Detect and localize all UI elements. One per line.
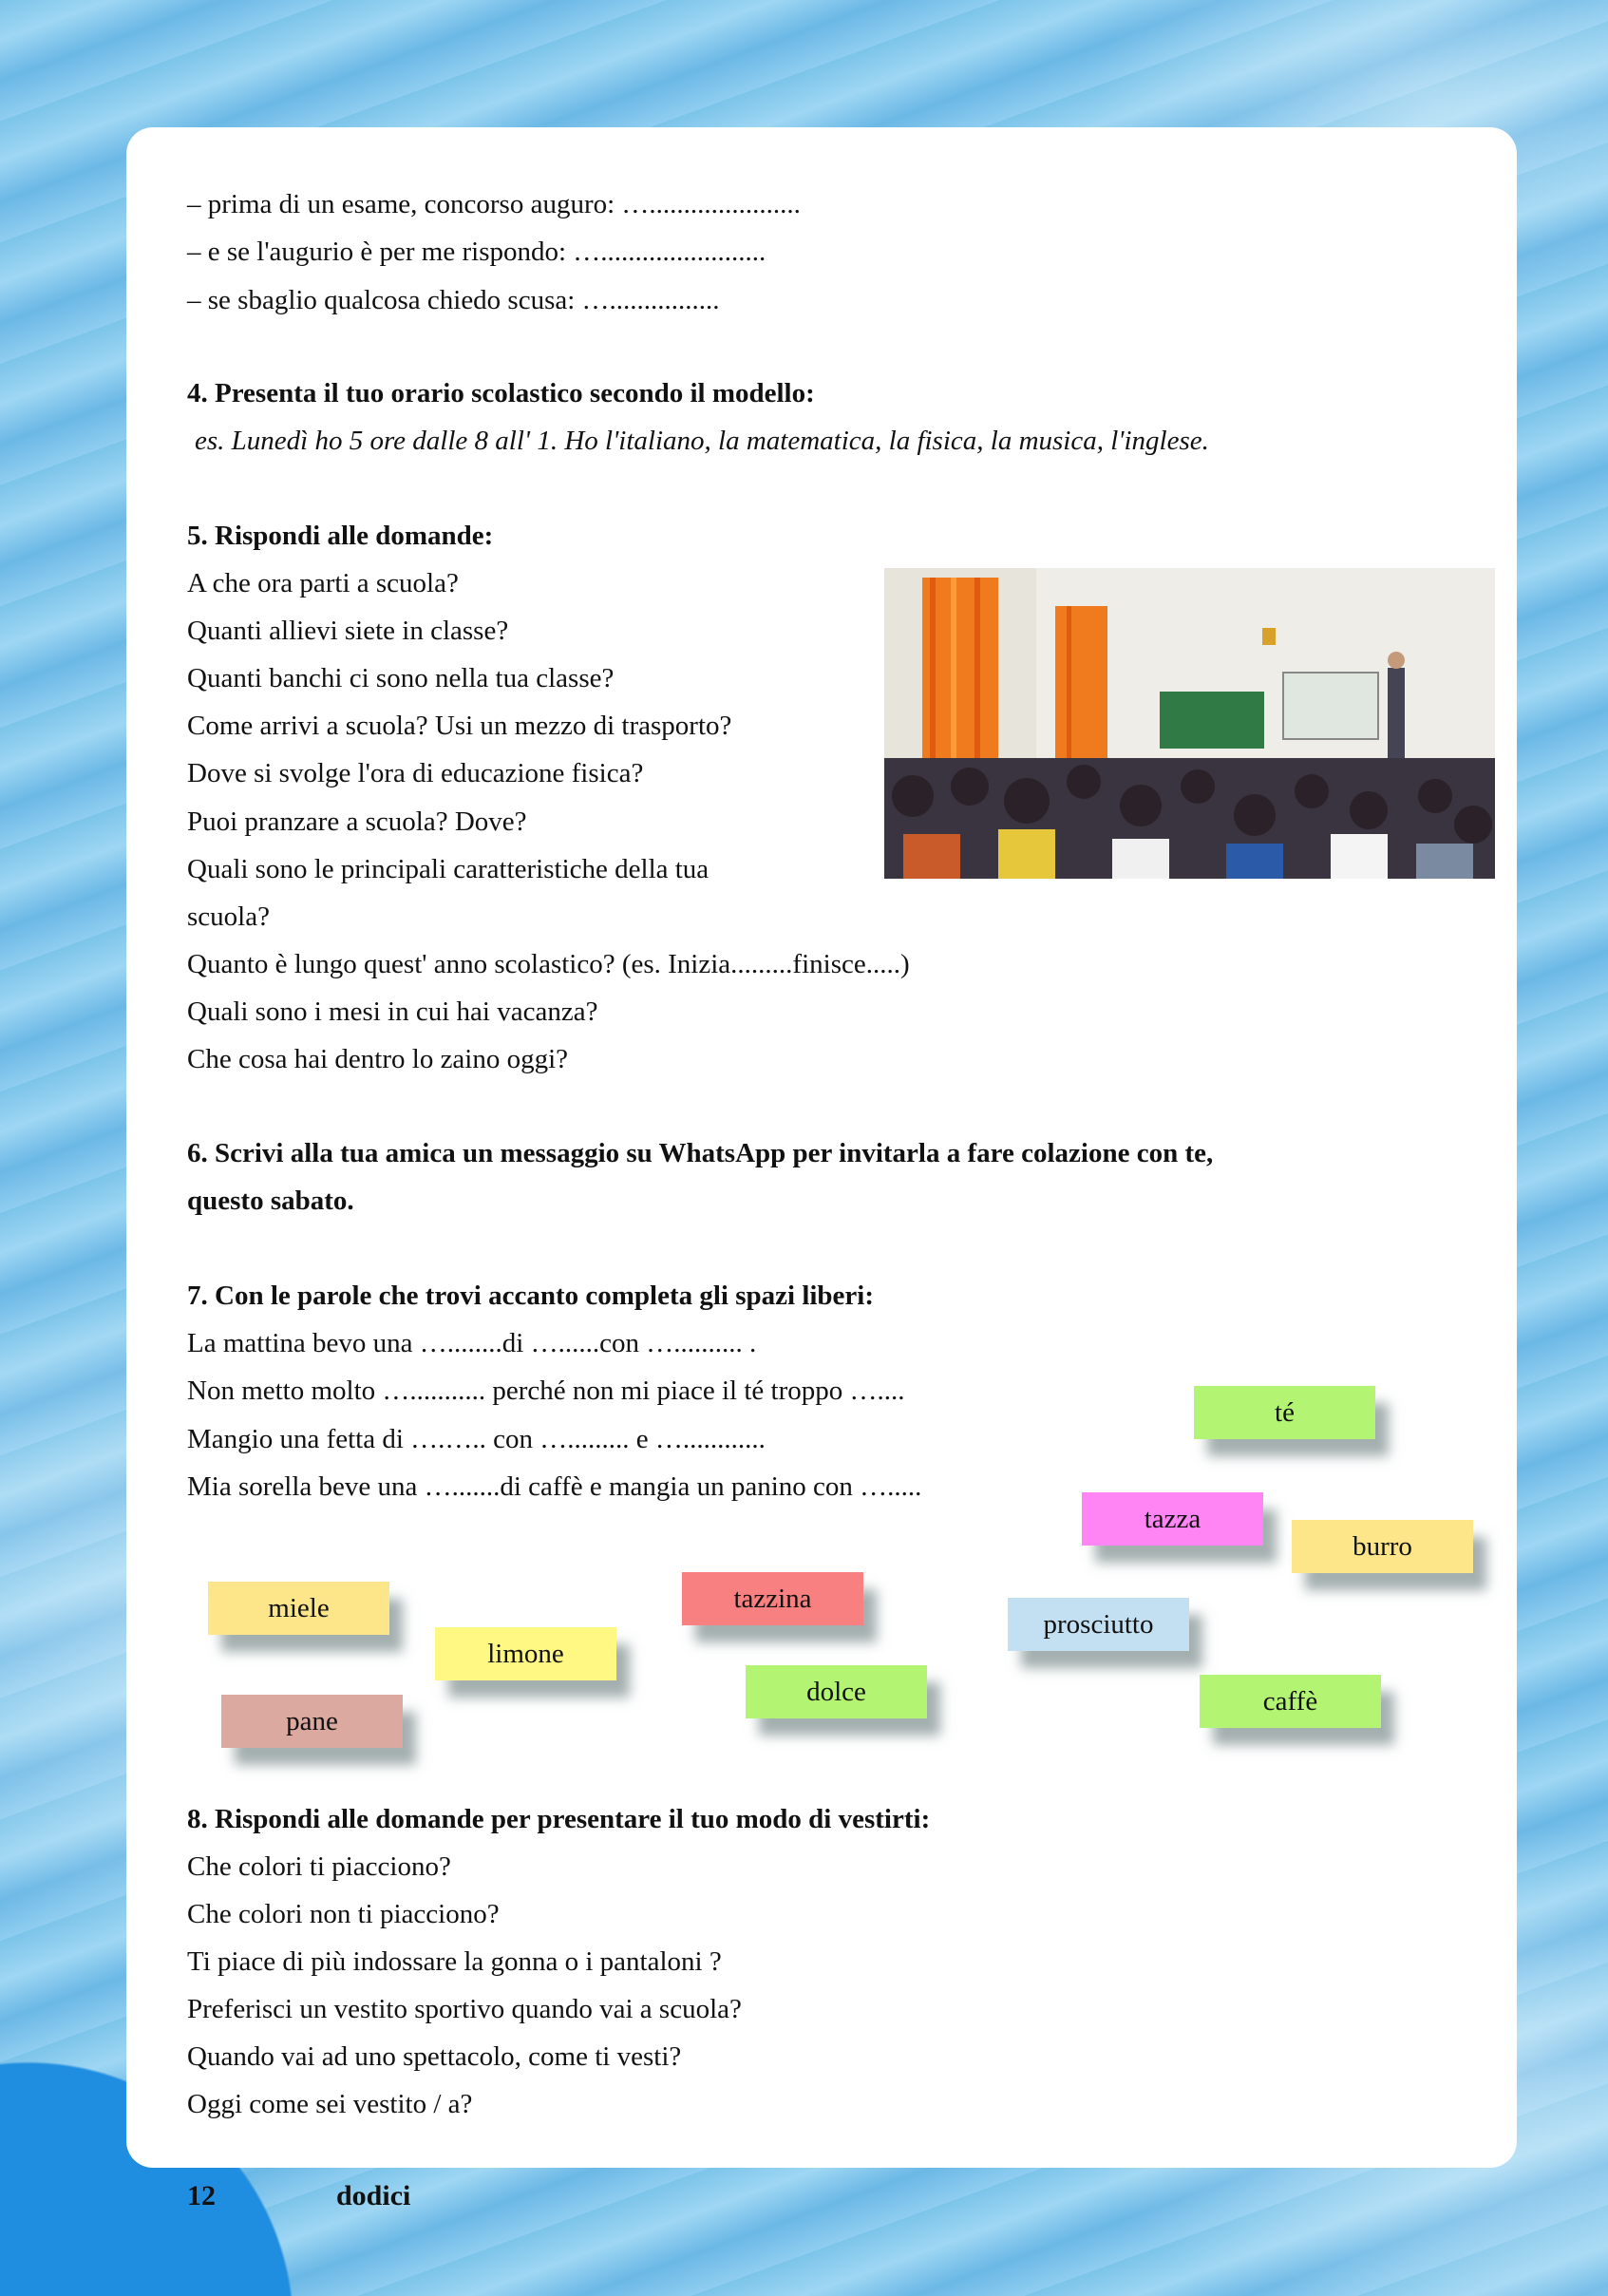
section-heading: 4. Presenta il tuo orario scolastico secondo il modello:	[187, 378, 815, 408]
page-number: 12	[187, 2180, 216, 2211]
question: scuola?	[187, 901, 270, 932]
question: Quando vai ad uno spettacolo, come ti vesti?	[187, 2041, 682, 2072]
question: Ti piace di più indossare la gonna o i pantaloni ?	[187, 1946, 722, 1977]
question: Quali sono le principali caratteristiche della tua	[187, 854, 709, 884]
page-number-word: dodici	[336, 2180, 411, 2211]
section-heading: 7. Con le parole che trovi accanto completa gli spazi liberi:	[187, 1281, 875, 1311]
question: Puoi pranzare a scuola? Dove?	[187, 806, 527, 837]
section-heading: 5. Rispondi alle domande:	[187, 521, 494, 551]
word-card: té	[1194, 1386, 1375, 1439]
example-text: es. Lunedì ho 5 ore dalle 8 all' 1. Ho l'italiano, la matematica, la fisica, la musica, l'inglese.	[195, 426, 1209, 456]
word-card: limone	[435, 1627, 616, 1680]
section-heading: 6. Scrivi alla tua amica un messaggio su WhatsApp per invitarla a fare colazione con te,	[187, 1138, 1214, 1168]
text-line: – e se l'augurio è per me rispondo: …........................	[187, 237, 766, 267]
word-card: burro	[1292, 1520, 1473, 1573]
question: Come arrivi a scuola? Usi un mezzo di trasporto?	[187, 711, 732, 741]
question: Quanto è lungo quest' anno scolastico? (es. Inizia.........finisce.....)	[187, 949, 910, 979]
section-heading: 8. Rispondi alle domande per presentare il tuo modo di vestirti:	[187, 1804, 931, 1834]
word-card: miele	[208, 1582, 389, 1635]
question: Oggi come sei vestito / a?	[187, 2089, 473, 2119]
question: Quanti banchi ci sono nella tua classe?	[187, 663, 615, 693]
fill-in-sentence: La mattina bevo una …........di …......con ….......... .	[187, 1328, 757, 1358]
question: Che colori non ti piacciono?	[187, 1899, 500, 1929]
text-line: – se sbaglio qualcosa chiedo scusa: …................	[187, 285, 720, 315]
question: Preferisci un vestito sportivo quando vai a scuola?	[187, 1994, 742, 2024]
text-line: – prima di un esame, concorso auguro: …......................	[187, 189, 801, 219]
question: Che cosa hai dentro lo zaino oggi?	[187, 1044, 569, 1074]
question: Quali sono i mesi in cui hai vacanza?	[187, 996, 598, 1027]
fill-in-sentence: Mangio una fetta di ….….. con …......... e …............	[187, 1424, 766, 1454]
fill-in-sentence: Non metto molto …........... perché non mi piace il té troppo …....	[187, 1376, 905, 1406]
section-heading: questo sabato.	[187, 1186, 354, 1216]
word-card: tazza	[1082, 1492, 1263, 1546]
word-card: prosciutto	[1008, 1598, 1189, 1651]
word-card: dolce	[746, 1665, 927, 1718]
question: Che colori ti piacciono?	[187, 1851, 451, 1882]
fill-in-sentence: Mia sorella beve una ….......di caffè e mangia un panino con ….....	[187, 1471, 922, 1502]
word-card: pane	[221, 1695, 403, 1748]
classroom-photo	[884, 568, 1495, 879]
word-card: caffè	[1200, 1675, 1381, 1728]
word-card: tazzina	[682, 1572, 863, 1625]
question: Dove si svolge l'ora di educazione fisica?	[187, 758, 644, 788]
question: A che ora parti a scuola?	[187, 568, 459, 598]
question: Quanti allievi siete in classe?	[187, 616, 509, 646]
